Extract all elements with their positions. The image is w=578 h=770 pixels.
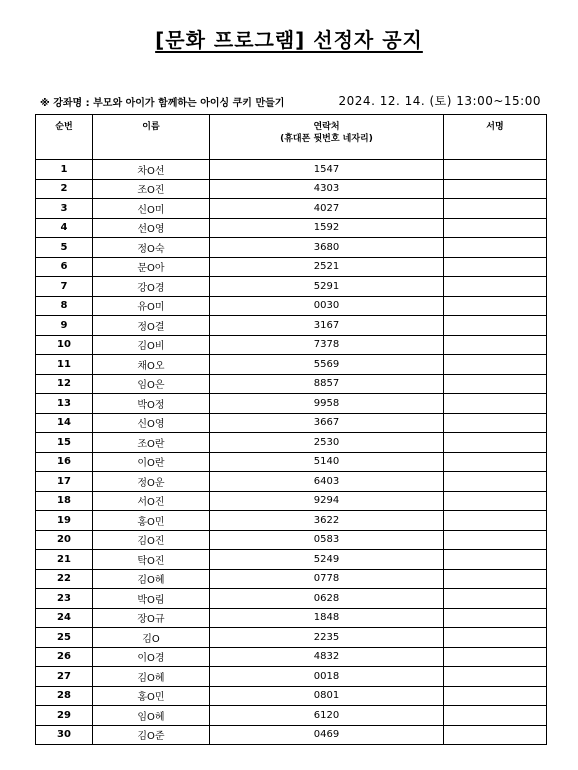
row-sign-cell (444, 199, 547, 219)
course-name: ※ 강좌명 : 부모와 아이가 함께하는 아이싱 쿠키 만들기 (40, 98, 285, 109)
course-datetime: 2024. 12. 14. (토) 13:00~15:00 (338, 94, 541, 108)
row-name: 박O림 (93, 589, 210, 609)
row-contact: 3167 (210, 316, 444, 336)
table-row (36, 179, 547, 199)
row-sign-cell (444, 530, 547, 550)
row-contact: 1547 (210, 160, 444, 180)
row-name: 김O비 (93, 335, 210, 355)
row-contact: 0778 (210, 569, 444, 589)
row-contact: 5140 (210, 452, 444, 472)
row-name: 김O혜 (93, 569, 210, 589)
table-row (36, 374, 547, 394)
row-contact: 6403 (210, 472, 444, 492)
table-row (36, 257, 547, 277)
row-number: 20 (36, 530, 93, 550)
table-row (36, 725, 547, 745)
row-sign-cell (444, 647, 547, 667)
row-contact: 7378 (210, 335, 444, 355)
table-row (36, 218, 547, 238)
table-row (36, 491, 547, 511)
table-row (36, 667, 547, 687)
row-number: 14 (36, 413, 93, 433)
table-row (36, 511, 547, 531)
table-row (36, 706, 547, 726)
row-number: 29 (36, 706, 93, 726)
row-contact: 0030 (210, 296, 444, 316)
row-name: 선O영 (93, 218, 210, 238)
row-name: 김O혜 (93, 667, 210, 687)
header-sign: 서명 (444, 115, 547, 160)
row-number: 27 (36, 667, 93, 687)
table-row (36, 316, 547, 336)
row-name: 정O운 (93, 472, 210, 492)
row-name: 조O란 (93, 433, 210, 453)
row-sign-cell (444, 238, 547, 258)
row-sign-cell (444, 413, 547, 433)
row-contact: 2530 (210, 433, 444, 453)
table-row (36, 608, 547, 628)
row-number: 2 (36, 179, 93, 199)
row-contact: 2235 (210, 628, 444, 648)
row-name: 김O (93, 628, 210, 648)
row-name: 신O미 (93, 199, 210, 219)
row-sign-cell (444, 706, 547, 726)
course-info (40, 92, 545, 108)
row-name: 조O진 (93, 179, 210, 199)
row-contact: 3680 (210, 238, 444, 258)
row-number: 6 (36, 257, 93, 277)
row-contact: 2521 (210, 257, 444, 277)
table-row (36, 452, 547, 472)
table-row (36, 199, 547, 219)
row-sign-cell (444, 667, 547, 687)
row-sign-cell (444, 472, 547, 492)
row-contact: 0018 (210, 667, 444, 687)
row-number: 25 (36, 628, 93, 648)
table-row (36, 530, 547, 550)
row-sign-cell (444, 394, 547, 414)
row-contact: 5569 (210, 355, 444, 375)
row-contact: 5249 (210, 550, 444, 570)
row-number: 16 (36, 452, 93, 472)
page-title (0, 24, 578, 53)
row-number: 30 (36, 725, 93, 745)
table-row (36, 647, 547, 667)
table-row (36, 296, 547, 316)
row-name: 김O진 (93, 530, 210, 550)
row-name: 정O숙 (93, 238, 210, 258)
table-row (36, 433, 547, 453)
row-number: 19 (36, 511, 93, 531)
row-sign-cell (444, 257, 547, 277)
table-row (36, 550, 547, 570)
row-sign-cell (444, 296, 547, 316)
row-contact: 0583 (210, 530, 444, 550)
row-contact: 3622 (210, 511, 444, 531)
row-name: 홍O민 (93, 686, 210, 706)
table-row (36, 238, 547, 258)
row-sign-cell (444, 277, 547, 297)
table-row (36, 589, 547, 609)
row-contact: 6120 (210, 706, 444, 726)
row-sign-cell (444, 550, 547, 570)
row-sign-cell (444, 608, 547, 628)
row-sign-cell (444, 452, 547, 472)
row-number: 10 (36, 335, 93, 355)
row-number: 8 (36, 296, 93, 316)
row-sign-cell (444, 218, 547, 238)
row-number: 24 (36, 608, 93, 628)
row-sign-cell (444, 374, 547, 394)
header-contact (210, 115, 444, 160)
row-sign-cell (444, 725, 547, 745)
row-number: 7 (36, 277, 93, 297)
row-number: 4 (36, 218, 93, 238)
row-contact: 9294 (210, 491, 444, 511)
row-sign-cell (444, 335, 547, 355)
header-contact-line1: 연락처 (313, 122, 340, 132)
row-contact: 8857 (210, 374, 444, 394)
row-contact: 9958 (210, 394, 444, 414)
row-contact: 1592 (210, 218, 444, 238)
row-contact: 5291 (210, 277, 444, 297)
row-contact: 0469 (210, 725, 444, 745)
header-contact-line2: (휴대폰 뒷번호 네자리) (280, 134, 373, 144)
row-sign-cell (444, 511, 547, 531)
row-number: 11 (36, 355, 93, 375)
row-contact: 0628 (210, 589, 444, 609)
header-name: 이름 (93, 115, 210, 160)
row-number: 21 (36, 550, 93, 570)
row-sign-cell (444, 589, 547, 609)
row-number: 1 (36, 160, 93, 180)
participant-table (35, 114, 547, 745)
row-number: 9 (36, 316, 93, 336)
row-sign-cell (444, 686, 547, 706)
table-row (36, 628, 547, 648)
row-contact: 1848 (210, 608, 444, 628)
row-contact: 0801 (210, 686, 444, 706)
row-number: 5 (36, 238, 93, 258)
table-row (36, 160, 547, 180)
row-sign-cell (444, 628, 547, 648)
row-contact: 4832 (210, 647, 444, 667)
row-contact: 4303 (210, 179, 444, 199)
row-name: 장O규 (93, 608, 210, 628)
row-sign-cell (444, 433, 547, 453)
row-number: 18 (36, 491, 93, 511)
table-row (36, 355, 547, 375)
row-name: 문O아 (93, 257, 210, 277)
table-row (36, 335, 547, 355)
row-name: 김O준 (93, 725, 210, 745)
row-number: 13 (36, 394, 93, 414)
row-sign-cell (444, 569, 547, 589)
row-name: 강O경 (93, 277, 210, 297)
table-row (36, 394, 547, 414)
row-sign-cell (444, 491, 547, 511)
row-name: 차O선 (93, 160, 210, 180)
table-header-row (36, 115, 547, 160)
row-number: 15 (36, 433, 93, 453)
table-row (36, 569, 547, 589)
row-name: 탁O진 (93, 550, 210, 570)
row-name: 홍O민 (93, 511, 210, 531)
table-row (36, 686, 547, 706)
row-name: 이O경 (93, 647, 210, 667)
row-number: 3 (36, 199, 93, 219)
row-name: 정O결 (93, 316, 210, 336)
row-contact: 3667 (210, 413, 444, 433)
table-row (36, 472, 547, 492)
table-row (36, 413, 547, 433)
row-name: 임O혜 (93, 706, 210, 726)
row-name: 서O진 (93, 491, 210, 511)
row-sign-cell (444, 316, 547, 336)
row-number: 12 (36, 374, 93, 394)
row-number: 17 (36, 472, 93, 492)
row-number: 23 (36, 589, 93, 609)
header-no: 순번 (36, 115, 93, 160)
row-number: 22 (36, 569, 93, 589)
row-sign-cell (444, 179, 547, 199)
row-number: 26 (36, 647, 93, 667)
row-sign-cell (444, 160, 547, 180)
row-name: 박O정 (93, 394, 210, 414)
row-name: 신O영 (93, 413, 210, 433)
row-number: 28 (36, 686, 93, 706)
table-row (36, 277, 547, 297)
row-name: 임O은 (93, 374, 210, 394)
row-sign-cell (444, 355, 547, 375)
row-contact: 4027 (210, 199, 444, 219)
row-name: 유O미 (93, 296, 210, 316)
page-title-text: [문화 프로그램] 선정자 공지 (155, 28, 423, 52)
row-name: 이O란 (93, 452, 210, 472)
row-name: 채O오 (93, 355, 210, 375)
